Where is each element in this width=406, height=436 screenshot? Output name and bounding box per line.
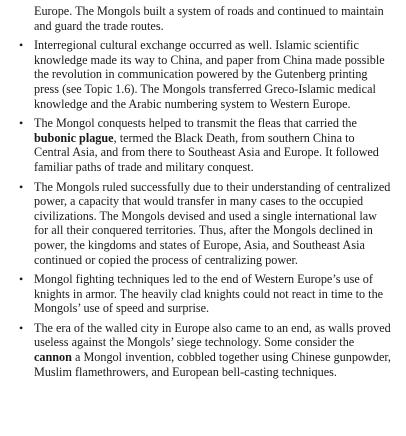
text-segment: , termed the Black Death, from southern China to Central Asia, and from there to Southeast Asia and Europe. It followed familiar paths of trade and military conquest.	[34, 130, 379, 174]
text-segment: a Mongol invention, cobbled together using Chinese gunpowder, Muslim flamethrowers, and European bell-casting techniques.	[34, 350, 391, 379]
bold-term: bubonic plague	[34, 130, 114, 145]
bullet-icon: •	[19, 179, 24, 194]
continuation-paragraph: Europe. The Mongols built a system of roads and continued to maintain and guard the trade routes.	[34, 4, 384, 33]
bold-term: cannon	[34, 350, 72, 365]
list-item-text: Interregional cultural exchange occurred as well. Islamic scientific knowledge made its way to China, and paper from China made possible the revolution in communication powered by the Gutenberg printing press (see Topic 1.6). The Mongols transferred Greco-Islamic medical knowledge and the Arabic numbering system to Western Europe.	[34, 38, 385, 111]
list-item	[18, 321, 392, 379]
bullet-icon: •	[19, 38, 24, 53]
list-item-text	[34, 116, 379, 174]
bullet-list	[18, 38, 392, 379]
bullet-icon: •	[19, 272, 24, 287]
list-item	[18, 180, 392, 268]
list-item	[18, 272, 392, 316]
list-item	[18, 38, 392, 111]
list-item	[18, 116, 392, 174]
list-item-text: Mongol fighting techniques led to the end of Western Europe’s use of knights in armor. The heavily clad knights could not react in time to the Mongols’ use of speed and surprise.	[34, 272, 384, 316]
bullet-icon: •	[19, 116, 24, 131]
text-segment: The era of the walled city in Europe also came to an end, as walls proved useless against the Mongols’ siege technology. Some consider the	[34, 320, 391, 350]
list-item-text: The Mongols ruled successfully due to their understanding of centralized power, a capacity that would transfer in many cases to the occupied civilizations. The Mongols devised and used a single international law for all their conquered territories. Thus, after the Mongols declined in power, the kingdoms and states of Europe, Asia, and Southeast Asia continued or copied the process of centralizing power.	[34, 179, 391, 267]
bullet-icon: •	[19, 320, 24, 335]
text-segment: The Mongol conquests helped to transmit the fleas that carried the	[34, 116, 357, 131]
list-item-text	[34, 321, 391, 379]
